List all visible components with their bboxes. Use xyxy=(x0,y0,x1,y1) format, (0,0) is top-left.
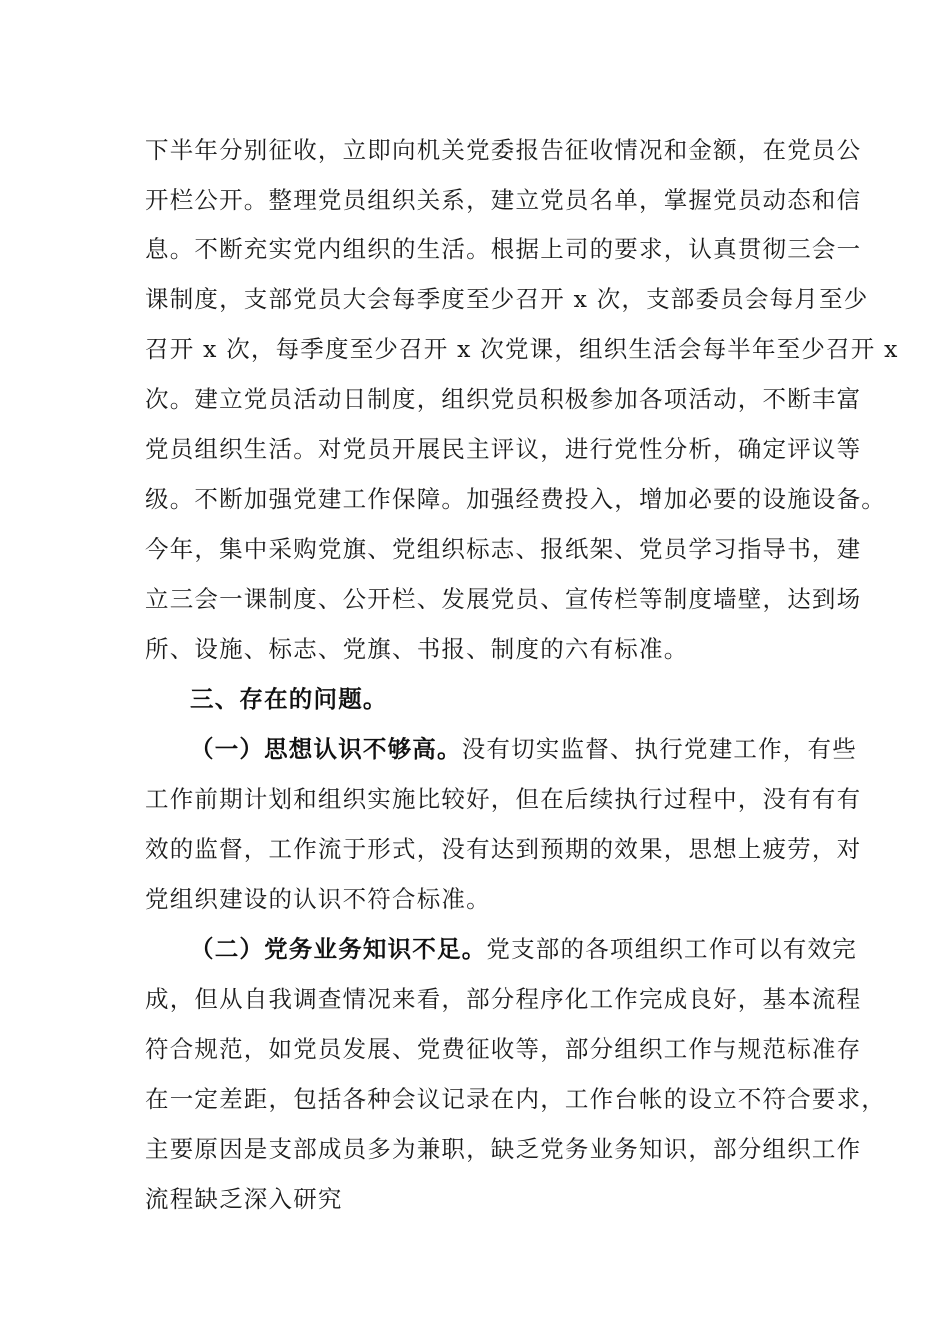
paragraph-line: 符合规范，如党员发展、党费征收等，部分组织工作与规范标准存 xyxy=(145,1035,862,1063)
item-1-first-line xyxy=(190,729,857,769)
paragraph-line: 立三会一课制度、公开栏、发展党员、宣传栏等制度墙壁，达到场 xyxy=(145,585,862,613)
paragraph-line: 工作前期计划和组织实施比较好，但在后续执行过程中，没有有有 xyxy=(145,785,862,813)
item-1-heading: （一）思想认识不够高。 xyxy=(190,735,462,763)
paragraph-line: 召开 x 次，每季度至少召开 x 次党课，组织生活会每半年至少召开 x xyxy=(145,335,899,363)
paragraph-line: 级。不断加强党建工作保障。加强经费投入，增加必要的设施设备。 xyxy=(145,485,886,513)
paragraph-line: 主要原因是支部成员多为兼职，缺乏党务业务知识，部分组织工作 xyxy=(145,1135,862,1163)
paragraph-line: 党组织建设的认识不符合标准。 xyxy=(145,885,491,913)
paragraph-line: 在一定差距，包括各种会议记录在内，工作台帐的设立不符合要求， xyxy=(145,1085,886,1113)
paragraph-line: 次。建立党员活动日制度，组织党员积极参加各项活动，不断丰富 xyxy=(145,385,862,413)
paragraph-line: 课制度，支部党员大会每季度至少召开 x 次，支部委员会每月至少 xyxy=(145,285,869,313)
item-2-text: 党支部的各项组织工作可以有效完 xyxy=(486,935,857,963)
section-heading: 三、存在的问题。 xyxy=(190,685,388,713)
item-1-text: 没有切实监督、执行党建工作，有些 xyxy=(461,735,857,763)
item-2-first-line xyxy=(190,929,857,969)
paragraph-line: 效的监督，工作流于形式，没有达到预期的效果，思想上疲劳，对 xyxy=(145,835,862,863)
paragraph-line: 党员组织生活。对党员开展民主评议，进行党性分析，确定评议等 xyxy=(145,435,862,463)
paragraph-line: 今年，集中采购党旗、党组织标志、报纸架、党员学习指导书，建 xyxy=(145,535,862,563)
paragraph-line: 所、设施、标志、党旗、书报、制度的六有标准。 xyxy=(145,635,689,663)
paragraph-line: 流程缺乏深入研究 xyxy=(145,1185,343,1213)
paragraph-line: 开栏公开。整理党员组织关系，建立党员名单，掌握党员动态和信 xyxy=(145,186,862,214)
item-2-heading: （二）党务业务知识不足。 xyxy=(190,935,487,963)
paragraph-line: 息。不断充实党内组织的生活。根据上司的要求，认真贯彻三会一 xyxy=(145,235,862,263)
paragraph-line: 下半年分别征收，立即向机关党委报告征收情况和金额，在党员公 xyxy=(145,136,862,164)
paragraph-line: 成，但从自我调查情况来看，部分程序化工作完成良好，基本流程 xyxy=(145,985,862,1013)
